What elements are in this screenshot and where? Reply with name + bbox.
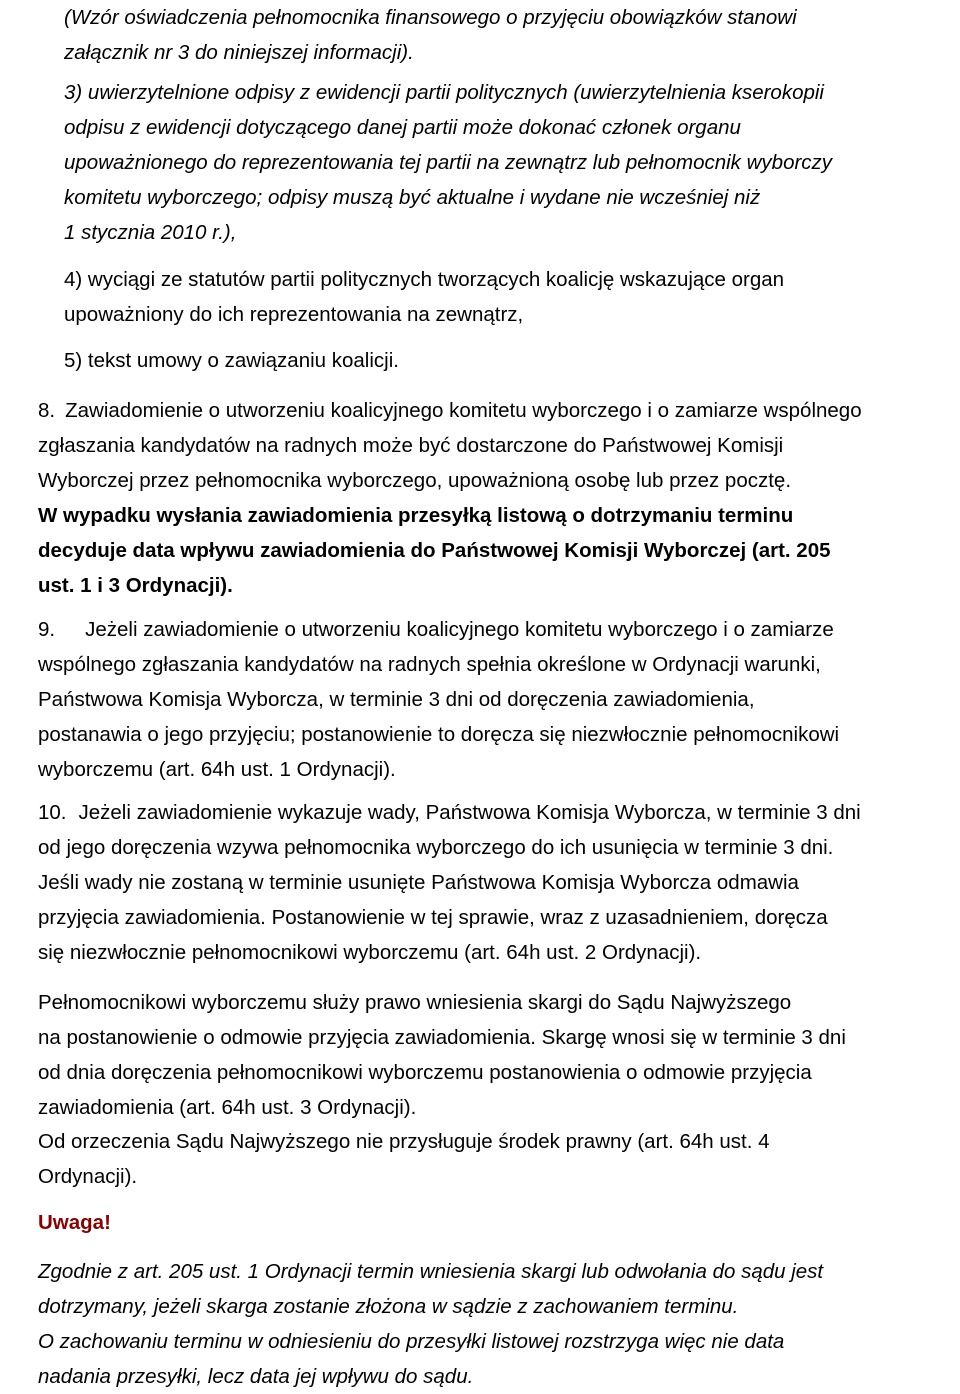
bold-line: ust. 1 i 3 Ordynacji).: [38, 574, 233, 597]
section-9: [38, 612, 960, 787]
section-first-line: Jeżeli zawiadomienie o utworzeniu koalicyjnego komitetu wyborczego i o zamiarze: [85, 618, 834, 641]
text-line: od dnia doręczenia pełnomocnikowi wyborczemu postanowienia o odmowie przyjęcia: [38, 1061, 812, 1084]
list-item-4: [64, 262, 960, 332]
text-line: Zgodnie z art. 205 ust. 1 Ordynacji termin wniesienia skargi lub odwołania do sądu jest: [38, 1260, 824, 1283]
text-line: załącznik nr 3 do niniejszej informacji).: [64, 41, 414, 64]
text-line: Państwowa Komisja Wyborcza, w terminie 3 dni od doręczenia zawiadomienia,: [38, 688, 755, 711]
text-line: zawiadomienia (art. 64h ust. 3 Ordynacji).: [38, 1096, 417, 1119]
text-line: dotrzymany, jeżeli skarga zostanie złożona w sądzie z zachowaniem terminu.: [38, 1295, 739, 1318]
text-line: 5) tekst umowy o zawiązaniu koalicji.: [64, 349, 399, 372]
section-number: 10.: [38, 801, 67, 824]
warning-heading: [38, 1205, 960, 1240]
text-line: (Wzór oświadczenia pełnomocnika finansowego o przyjęciu obowiązków stanowi: [64, 6, 797, 29]
text-line: przyjęcia zawiadomienia. Postanowienie w tej sprawie, wraz z uzasadnieniem, doręcza: [38, 906, 828, 929]
section-first-line: Zawiadomienie o utworzeniu koalicyjnego komitetu wyborczego i o zamiarze wspólnego: [65, 399, 862, 422]
paragraph-ruling: [38, 1124, 960, 1194]
list-item-5: [64, 343, 960, 378]
section-10: [38, 795, 960, 970]
paragraph-complaint: [38, 985, 960, 1125]
warning-label: Uwaga!: [38, 1211, 111, 1234]
text-line: Wyborczej przez pełnomocnika wyborczego, upoważnioną osobę lub przez pocztę.: [38, 469, 792, 492]
text-line: O zachowaniu terminu w odniesieniu do przesyłki listowej rozstrzyga więc nie data: [38, 1330, 785, 1353]
text-line: wyborczemu (art. 64h ust. 1 Ordynacji).: [38, 758, 396, 781]
text-line: upoważnionego do reprezentowania tej partii na zewnątrz lub pełnomocnik wyborczy: [64, 151, 833, 174]
intro-paragraph: [64, 0, 960, 70]
text-line: Pełnomocnikowi wyborczemu służy prawo wniesienia skargi do Sądu Najwyższego: [38, 991, 792, 1014]
text-line: Od orzeczenia Sądu Najwyższego nie przysługuje środek prawny (art. 64h ust. 4: [38, 1130, 770, 1153]
text-line: zgłaszania kandydatów na radnych może być dostarczone do Państwowej Komisji: [38, 434, 784, 457]
text-line: 1 stycznia 2010 r.),: [64, 221, 237, 244]
text-line: 3) uwierzytelnione odpisy z ewidencji partii politycznych (uwierzytelnienia kserokopii: [64, 81, 824, 104]
text-line: postanawia o jego przyjęciu; postanowienie to doręcza się niezwłocznie pełnomocnikowi: [38, 723, 840, 746]
section-8: [38, 393, 960, 603]
text-line: [38, 393, 960, 428]
text-line: się niezwłocznie pełnomocnikowi wyborczemu (art. 64h ust. 2 Ordynacji).: [38, 941, 702, 964]
text-line: nadania przesyłki, lecz data jej wpływu do sądu.: [38, 1365, 474, 1388]
section-first-line: Jeżeli zawiadomienie wykazuje wady, Państwowa Komisja Wyborcza, w terminie 3 dni: [78, 801, 861, 824]
text-line: upoważniony do ich reprezentowania na zewnątrz,: [64, 303, 524, 326]
paragraph-deadline: [38, 1254, 960, 1394]
text-line: 4) wyciągi ze statutów partii politycznych tworzących koalicję wskazujące organ: [64, 268, 785, 291]
text-line: [38, 795, 960, 830]
text-line: Jeśli wady nie zostaną w terminie usunięte Państwowa Komisja Wyborcza odmawia: [38, 871, 799, 894]
text-line: Ordynacji).: [38, 1165, 138, 1188]
section-number: 9.: [38, 618, 56, 641]
text-line: odpisu z ewidencji dotyczącego danej partii może dokonać członek organu: [64, 116, 741, 139]
text-line: od jego doręczenia wzywa pełnomocnika wyborczego do ich usunięcia w terminie 3 dni.: [38, 836, 834, 859]
section-number: 8.: [38, 399, 56, 422]
bold-line: W wypadku wysłania zawiadomienia przesyłką listową o dotrzymaniu terminu: [38, 504, 794, 527]
text-line: na postanowienie o odmowie przyjęcia zawiadomienia. Skargę wnosi się w terminie 3 dni: [38, 1026, 846, 1049]
bold-line: decyduje data wpływu zawiadomienia do Państwowej Komisji Wyborczej (art. 205: [38, 539, 831, 562]
text-line: [38, 612, 960, 647]
list-item-3: [64, 75, 960, 250]
text-line: komitetu wyborczego; odpisy muszą być aktualne i wydane nie wcześniej niż: [64, 186, 761, 209]
text-line: wspólnego zgłaszania kandydatów na radnych spełnia określone w Ordynacji warunki,: [38, 653, 821, 676]
